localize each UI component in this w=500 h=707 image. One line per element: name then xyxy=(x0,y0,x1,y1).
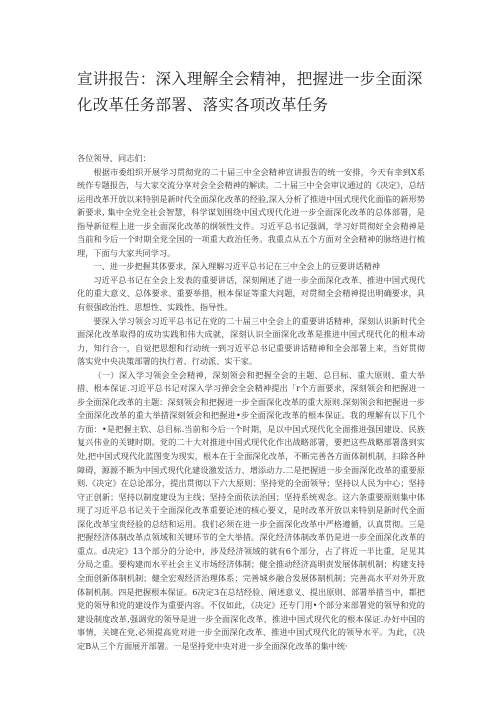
paragraph-intro: 根据市委组织开展学习贯彻党的二十届三中全会精神宣讲报告的统一安排，今天有幸到X系统作专题报告，与大家交流分享对会全会精神的解读。二十届三中全会审议通过的《决定》，总结运用改革开放以来特别是新时代全面深化改革的经验,深入分析了推进中国式现代化面临的新形势新要求, 集中全党全社会智慧，科学谋划围绕中国式现代化进一步全面深化改革的总体部署，是指导新征程上进一步全面深化改革的纲领性文件。习近平总书记强调，学习好贯彻好全会精神是当前和今后一个时期全党全国的一项重大政治任务。我重点从五个方面对全会精神的脉络进行梳理，下面与大家共同学习。 xyxy=(77,166,425,258)
section-heading-1: 一、进一步把握其体要求，深入理解习近平总书记在三中全会上的豆要讲话精神 xyxy=(93,261,380,272)
paragraph-speech-summary: 习近平总书记在全会上发表的重要讲话，深刻阐述了进一步全面深化改革、推进中国式现代化的重大意义、总体要求、重要举措，根本保证等重大问题，对贯彻全会精神提出明确要求，具有很强政治性、思想性、实践性、指导性。 xyxy=(77,274,425,313)
document-body xyxy=(77,152,425,653)
paragraph-subsection-1: （一）深入学习领会全会精神，深刻领会和把握全会的主题、总目标、重大原则、重大举措、根本保证.习近平总书记对深入学习弹会全会精神提出「r个方面要求，深刻领会和把握进一步全面深化改革的主题：深刻领会和把握进一步全面深化改革的重大原则.深刻领会和把握进一步全面深化改革的重大举措深刻领会和把握进•步全面深化改革的根本保证。我的理解有以下几个方面：•是把握主软、总目标.当前和今后一个时期，是以中国式现代化全面推进强国建设、民族复兴伟业的关键时期。党的二十大对推进中国式现代化作出战略部署，要把这些战略部署落到实处,把中国式现代化蓝图变为现实，根本在于全面深化改革，不断完善各方面体制机制，扫除各种障碍，源源不断为中国式现代化建设激发活力、增添动力.二是把握进一步全面深化改革的重要原则.《决定》在总论部分，提出贯彻以下六大原则：坚持党的全面领导；坚持以人民为中心；坚持守正创新；坚持以制度建设为主线；坚持全面依法治国；坚持系统观念。这六条重要原则集中体现了习近平总书记关于全面深化改革重要论述的核心要义，是时改革开放以来特别是新时代全面深化改革宝贵经验的总结和运用。我们必须在进一步全面深化改革中严格遵循，认真贯彻。三是把握经济体制改革点领域和关键环节的全大举措。深化经济体制改革仍是进一步全面深化改革的重点。d决定》13个部分的分论中，涉及经济领域的就有6个部分，占了将近一半比重，足见其分局之重。要构建而水平社会主义市场经济体制；健全推动经济高明责发展体制机制；构建支持全面创新体制机制；健全宏观经济治理体系；完善城乡融合发展体制机制；完善高水平对外开放体制机制。四是把握根本保证。6决定3在总结经验、阐述意义、提出原则、部署举措当中，都把党的领导和党的建设作为重要内容。不仅如此，《决定》还专门用•个部分来部署党的领导和党的建设制度改革,强调党的领导是进一步全面深化改革、推进中国式现代化的根本保证.办好中国的事情，关键在党,必须提高党对进一步全面深化改革、推进中国式现代化的领导水平。为此，《决定B从三个方面展开部署。一是坚持党中央对进一步全面深化改革的集中统· xyxy=(77,369,425,651)
paragraph-study-requirements: 要深入学习领会习近平总书记在党的二十届三中全会上的重要讲话精神，深刻认识新时代全面深化改革取得的成功实践和伟大成就，深刻认识全面深化改革是推进中国式现代化的根本动力，知行合一，自觉把思想和行动统一到习近平总书记重要讲话精神和全会部署上来，当好贯彻落实党中央决策部署的执行者、行动派、实干家。 xyxy=(77,315,425,367)
document-title: 宣讲报告：深入理解全会精神，把握进一步全面深化改革任务部署、落实各项改革任务 xyxy=(77,70,423,114)
greeting: 各位领导、同志们： xyxy=(77,153,151,163)
